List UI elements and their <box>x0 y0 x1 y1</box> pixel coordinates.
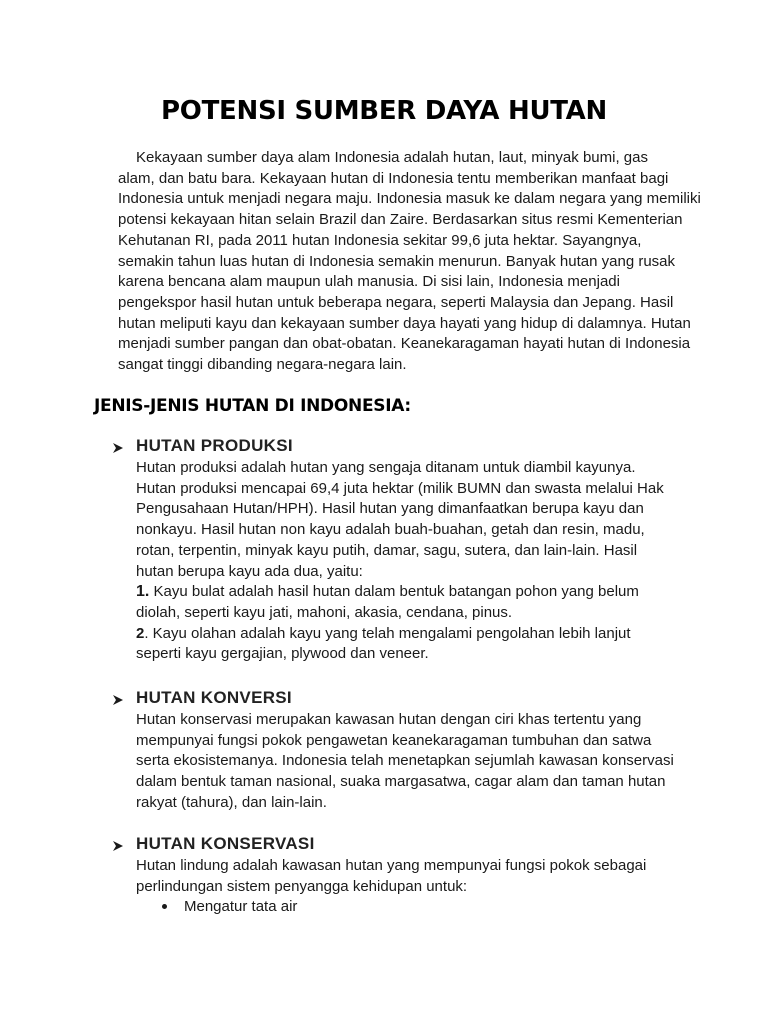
intro-line: sangat tinggi dibanding negara-negara lain. <box>118 356 407 374</box>
body-line: hutan berupa kayu ada dua, yaitu: <box>136 562 363 580</box>
intro-paragraph <box>118 148 701 376</box>
intro-line: hutan meliputi kayu dan kekayaan sumber daya hayati yang hidup di dalamnya. Hutan <box>118 314 691 332</box>
intro-line: potensi kekayaan hitan selain Brazil dan Zaire. Berdasarkan situs resmi Kementerian <box>118 211 683 229</box>
list-text: Kayu bulat adalah hasil hutan dalam bentuk batangan pohon yang belum <box>153 583 639 601</box>
section-header <box>112 834 692 856</box>
section-title: HUTAN KONVERSI <box>136 688 292 707</box>
section-header <box>112 688 692 710</box>
body-line: nonkayu. Hasil hutan non kayu adalah buah-buahan, getah dan resin, madu, <box>136 521 645 539</box>
section-body <box>136 856 692 897</box>
list-item <box>136 582 692 603</box>
section-body <box>136 458 692 665</box>
list-item-continuation: seperti kayu gergajian, plywood dan veneer. <box>136 645 429 663</box>
intro-line: pengekspor hasil hutan untuk beberapa negara, seperti Malaysia dan Jepang. Hasil <box>118 293 674 311</box>
intro-line: karena bencana alam maupun ulah manusia. Di sisi lain, Indonesia menjadi <box>118 273 620 291</box>
arrowhead-bullet-icon <box>112 694 124 706</box>
list-number: 1. <box>136 583 150 601</box>
page-title: POTENSI SUMBER DAYA HUTAN <box>161 96 607 126</box>
section-hutan-konservasi <box>112 834 692 918</box>
body-line: dalam bentuk taman nasional, suaka margasatwa, cagar alam dan taman hutan <box>136 773 666 791</box>
section-title: HUTAN KONSERVASI <box>136 834 315 853</box>
body-line: mempunyai fungsi pokok pengawetan keanekaragaman tumbuhan dan satwa <box>136 731 652 749</box>
body-line: Hutan konservasi merupakan kawasan hutan dengan ciri khas tertentu yang <box>136 711 642 728</box>
body-line: rotan, terpentin, minyak kayu putih, damar, sagu, sutera, dan lain-lain. Hasil <box>136 541 638 559</box>
body-line: rakyat (tahura), dan lain-lain. <box>136 793 327 811</box>
body-line: Hutan produksi mencapai 69,4 juta hektar (milik BUMN dan swasta melalui Hak <box>136 479 664 497</box>
body-line: Hutan lindung adalah kawasan hutan yang mempunyai fungsi pokok sebagai <box>136 857 647 874</box>
intro-line: Kekayaan sumber daya alam Indonesia adalah hutan, laut, minyak bumi, gas <box>136 149 648 166</box>
body-line: Hutan produksi adalah hutan yang sengaja ditanam untuk diambil kayunya. <box>136 459 636 476</box>
intro-line: Indonesia untuk menjadi negara maju. Indonesia masuk ke dalam negara yang memiliki <box>118 190 701 208</box>
arrowhead-bullet-icon <box>112 442 124 454</box>
intro-line: Kehutanan RI, pada 2011 hutan Indonesia sekitar 99,6 juta hektar. Sayangnya, <box>118 231 642 249</box>
body-line: perlindungan sistem penyangga kehidupan untuk: <box>136 877 468 895</box>
section-title: HUTAN PRODUKSI <box>136 436 293 455</box>
intro-line: semakin tahun luas hutan di Indonesia semakin menurun. Banyak hutan yang rusak <box>118 252 676 270</box>
section-hutan-produksi <box>112 436 692 665</box>
arrowhead-bullet-icon <box>112 840 124 852</box>
bullet-dot-icon <box>162 904 167 909</box>
bullet-item <box>136 897 692 918</box>
section-heading: JENIS-JENIS HUTAN DI INDONESIA: <box>94 396 411 416</box>
list-item-continuation: diolah, seperti kayu jati, mahoni, akasia, cendana, pinus. <box>136 603 513 621</box>
list-item <box>136 624 692 645</box>
body-line: Pengusahaan Hutan/HPH). Hasil hutan yang dimanfaatkan berupa kayu dan <box>136 500 644 518</box>
body-line: serta ekosistemanya. Indonesia telah menetapkan sejumlah kawasan konservasi <box>136 752 674 770</box>
list-number: 2 <box>136 624 145 642</box>
list-text: . Kayu olahan adalah kayu yang telah mengalami pengolahan lebih lanjut <box>144 624 631 642</box>
section-hutan-konversi <box>112 688 692 814</box>
section-body <box>136 710 692 814</box>
intro-line: alam, dan batu bara. Kekayaan hutan di Indonesia tentu memberikan manfaat bagi <box>118 169 669 187</box>
section-header <box>112 436 692 458</box>
intro-line: menjadi sumber pangan dan obat-obatan. Keanekaragaman hayati hutan di Indonesia <box>118 335 691 353</box>
bullet-text: Mengatur tata air <box>184 898 298 916</box>
